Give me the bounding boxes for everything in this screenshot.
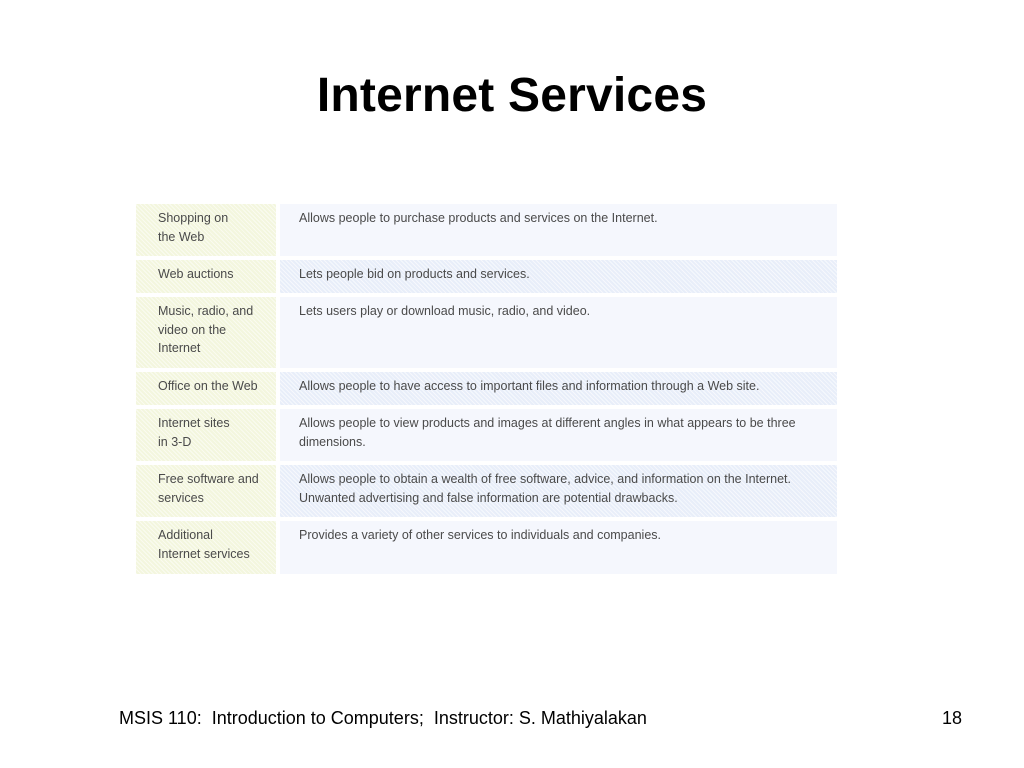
table-row [136, 204, 837, 256]
table-row [136, 409, 837, 461]
service-name-cell: Shopping on the Web [136, 204, 276, 256]
service-name-cell: Internet sites in 3-D [136, 409, 276, 461]
page-number: 18 [941, 708, 962, 728]
service-name-cell: Additional Internet services [136, 521, 276, 574]
service-name-cell: Free software and services [136, 465, 276, 517]
table-row [136, 372, 837, 405]
table-row [136, 297, 837, 368]
slide-title: Internet Services [316, 69, 708, 122]
service-description-cell: Allows people to have access to important files and information through a Web site. [280, 372, 837, 405]
service-description-cell: Lets people bid on products and services. [280, 260, 837, 293]
footer-course-info: MSIS 110: Introduction to Computers; Instructor: S. Mathiyalakan [119, 708, 647, 728]
table-row [136, 465, 837, 517]
service-description-cell: Allows people to obtain a wealth of free software, advice, and information on the Internet. Unwanted advertising and false information are potential drawbacks. [280, 465, 837, 517]
service-description-cell: Allows people to view products and images at different angles in what appears to be three dimensions. [280, 409, 837, 461]
table-row [136, 521, 837, 574]
service-name-cell: Office on the Web [136, 372, 276, 405]
service-description-cell: Lets users play or download music, radio, and video. [280, 297, 837, 368]
service-name-cell: Web auctions [136, 260, 276, 293]
services-table [136, 204, 837, 574]
service-description-cell: Allows people to purchase products and services on the Internet. [280, 204, 837, 256]
table-row [136, 260, 837, 293]
service-name-cell: Music, radio, and video on the Internet [136, 297, 276, 368]
service-description-cell: Provides a variety of other services to individuals and companies. [280, 521, 837, 574]
